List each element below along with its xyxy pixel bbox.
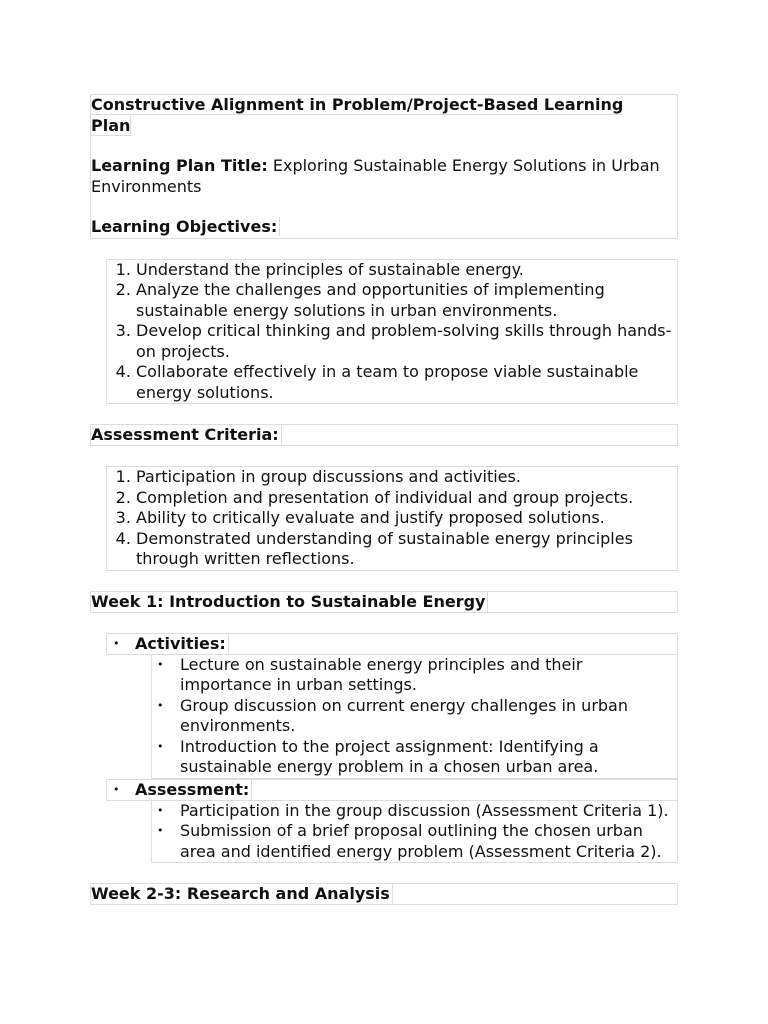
plan-title: [91, 156, 677, 197]
activities-heading: • Activities:: [106, 633, 678, 655]
week1-heading: Week 1: Introduction to Sustainable Energy: [90, 591, 678, 613]
list-item: • Introduction to the project assignment: Identifying a sustainable energy problem in a chosen urban area.: [157, 736, 599, 776]
list-item: 3. Ability to critically evaluate and justify proposed solutions.: [136, 508, 677, 529]
list-item: 1. Participation in group discussions and activities.: [136, 467, 677, 488]
list-item: 1. Understand the principles of sustainable energy.: [136, 260, 677, 281]
criteria-list: [106, 466, 678, 571]
list-item: • Group discussion on current energy challenges in urban environments.: [157, 695, 628, 735]
assessment-heading: • Assessment:: [106, 779, 678, 801]
assessment-list: [151, 801, 678, 864]
list-item: 2. Completion and presentation of individual and group projects.: [136, 488, 677, 509]
list-item: • Participation in the group discussion (Assessment Criteria 1).: [157, 800, 669, 820]
activities-list: [151, 655, 678, 779]
bullet-icon: •: [113, 636, 120, 650]
bullet-icon: •: [113, 782, 120, 796]
objectives-list: [106, 259, 678, 405]
list-item: [106, 633, 678, 779]
criteria-heading: Assessment Criteria:: [90, 424, 678, 446]
list-item: [106, 779, 678, 864]
bullet-icon: •: [157, 657, 164, 671]
week23-heading: Week 2-3: Research and Analysis: [90, 883, 678, 905]
document-title: Constructive Alignment in Problem/Project-Based Learning Plan: [91, 95, 624, 135]
list-item: 4. Collaborate effectively in a team to propose viable sustainable energy solutions.: [136, 362, 677, 403]
list-item: • Lecture on sustainable energy principles and their importance in urban settings.: [157, 654, 583, 694]
plan-title-value: Exploring Sustainable Energy Solutions in Urban Environments: [91, 156, 660, 196]
list-item: 3. Develop critical thinking and problem-solving skills through hands-on projects.: [136, 321, 677, 362]
document-page: [90, 94, 678, 905]
bullet-icon: •: [157, 803, 164, 817]
bullet-icon: •: [157, 698, 164, 712]
list-item: • Submission of a brief proposal outlining the chosen urban area and identified energy problem (Assessment Criteria 2).: [157, 821, 662, 861]
intro-section: [90, 94, 678, 239]
list-item: 4. Demonstrated understanding of sustainable energy principles through written reflections.: [136, 529, 677, 570]
objectives-heading: Learning Objectives:: [91, 217, 677, 238]
bullet-icon: •: [157, 824, 164, 837]
bullet-icon: •: [157, 739, 164, 753]
week1-list: [106, 633, 678, 864]
plan-title-label: Learning Plan Title:: [91, 156, 268, 175]
list-item: 2. Analyze the challenges and opportunities of implementing sustainable energy solutions in urban environments.: [136, 280, 677, 321]
